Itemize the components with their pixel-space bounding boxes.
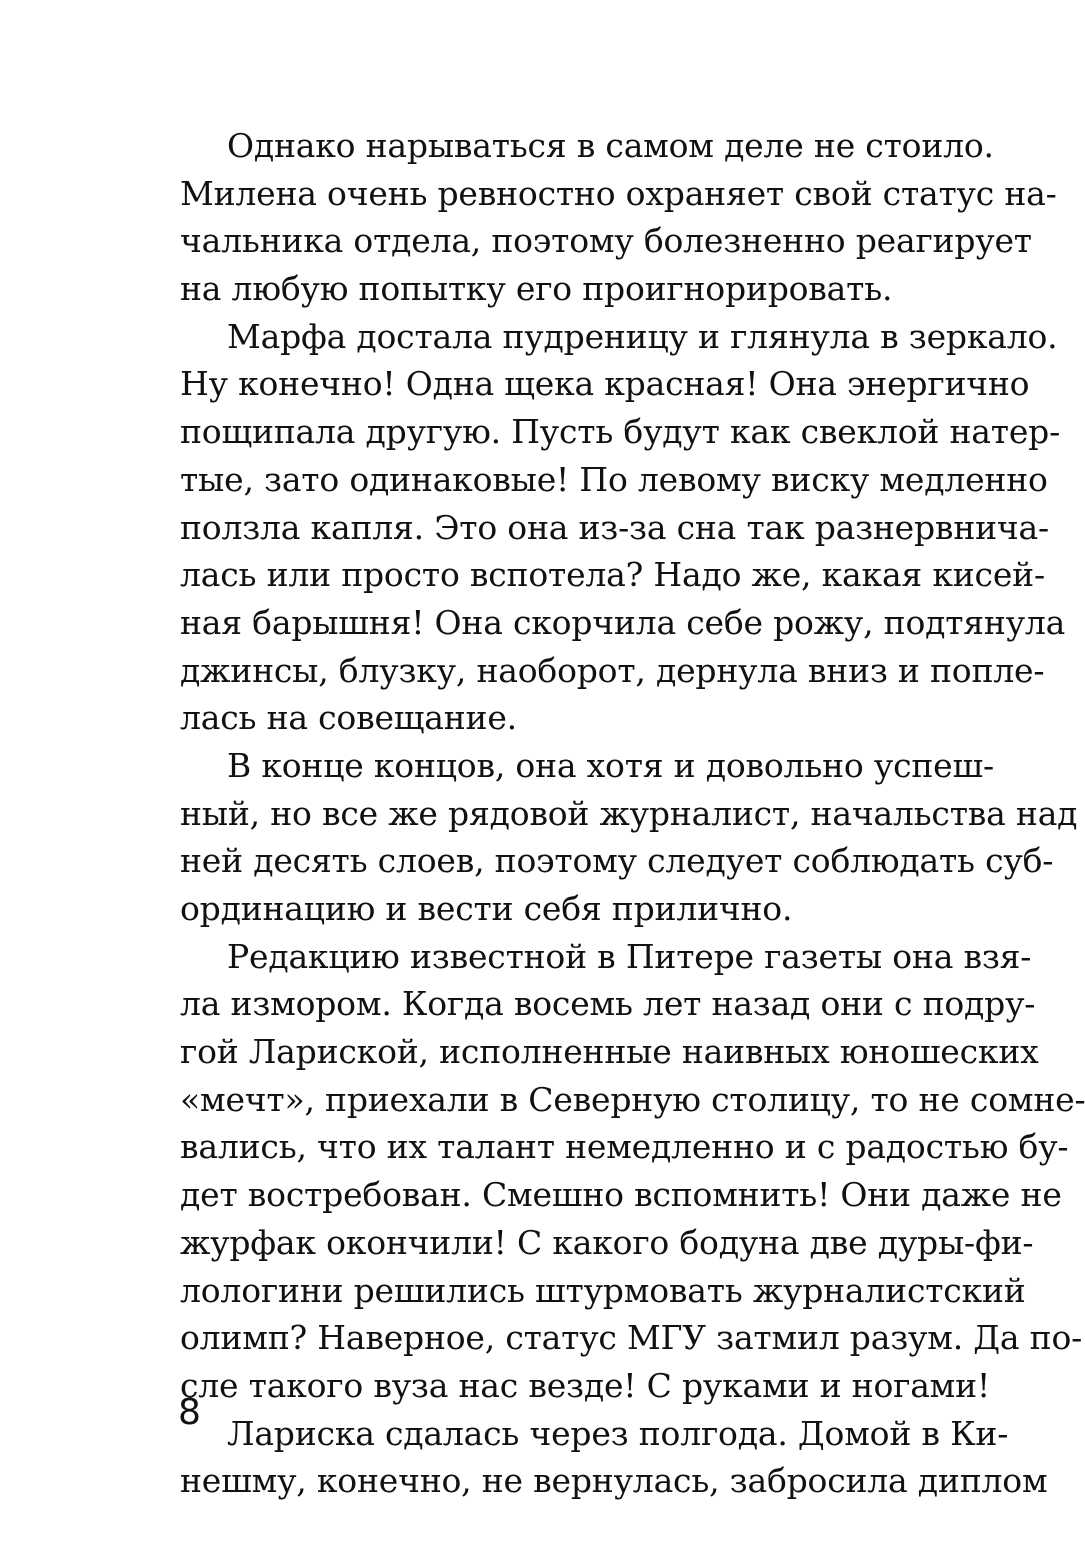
text-line: Марфа достала пудреницу и глянула в зеркало.	[227, 316, 1058, 356]
text-line: В конце концов, она хотя и довольно успеш-	[227, 745, 994, 785]
text-line: гой Лариской, исполненные наивных юношеских	[180, 1032, 1039, 1072]
text-line: нешму, конечно, не вернулась, забросила диплом	[180, 1461, 1048, 1501]
text-line: пощипала другую. Пусть будут как свеклой натер-	[180, 412, 1061, 452]
text-line: ный, но все же рядовой журналист, начальства над	[180, 793, 1078, 833]
body-text	[180, 122, 1085, 1505]
text-line: журфак окончили! С какого бодуна две дуры-фи-	[180, 1222, 1034, 1262]
text-line: ная барышня! Она скорчила себе рожу, подтянула	[180, 602, 1066, 642]
text-line: «мечт», приехали в Северную столицу, то не сомне-	[180, 1079, 1085, 1119]
text-line: лась на совещание.	[180, 698, 517, 738]
text-line: на любую попытку его проигнорировать.	[180, 269, 893, 309]
text-line: лась или просто вспотела? Надо же, какая кисей-	[180, 555, 1045, 595]
text-line: лологини решились штурмовать журналистский	[180, 1270, 1026, 1310]
text-line: джинсы, блузку, наоборот, дернула вниз и попле-	[180, 650, 1045, 690]
text-line: Милена очень ревностно охраняет свой статус на-	[180, 173, 1057, 213]
text-line: тые, зато одинаковые! По левому виску медленно	[180, 459, 1048, 499]
text-line: ла измором. Когда восемь лет назад они с подру-	[180, 984, 1036, 1024]
text-line: дет востребован. Смешно вспомнить! Они даже не	[180, 1175, 1062, 1215]
text-line: Редакцию известной в Питере газеты она взя-	[227, 936, 1032, 976]
text-line: Ну конечно! Одна щека красная! Она энергично	[180, 364, 1030, 404]
page-number: 8	[178, 1392, 201, 1433]
text-line: ней десять слоев, поэтому следует соблюдать суб-	[180, 841, 1054, 881]
text-line: олимп? Наверное, статус МГУ затмил разум. Да по-	[180, 1318, 1083, 1358]
text-line: Однако нарываться в самом деле не стоило.	[227, 126, 994, 165]
text-line: ординацию и вести себя прилично.	[180, 889, 793, 928]
text-line: сле такого вуза нас везде! С руками и ногами!	[180, 1365, 991, 1405]
text-line: Лариска сдалась через полгода. Домой в Ки-	[227, 1413, 1009, 1453]
text-line: ползла капля. Это она из-за сна так разнервнича-	[180, 507, 1049, 547]
text-line: чальника отдела, поэтому болезненно реагирует	[180, 221, 1032, 261]
text-line: вались, что их талант немедленно и с радостью бу-	[180, 1127, 1069, 1167]
